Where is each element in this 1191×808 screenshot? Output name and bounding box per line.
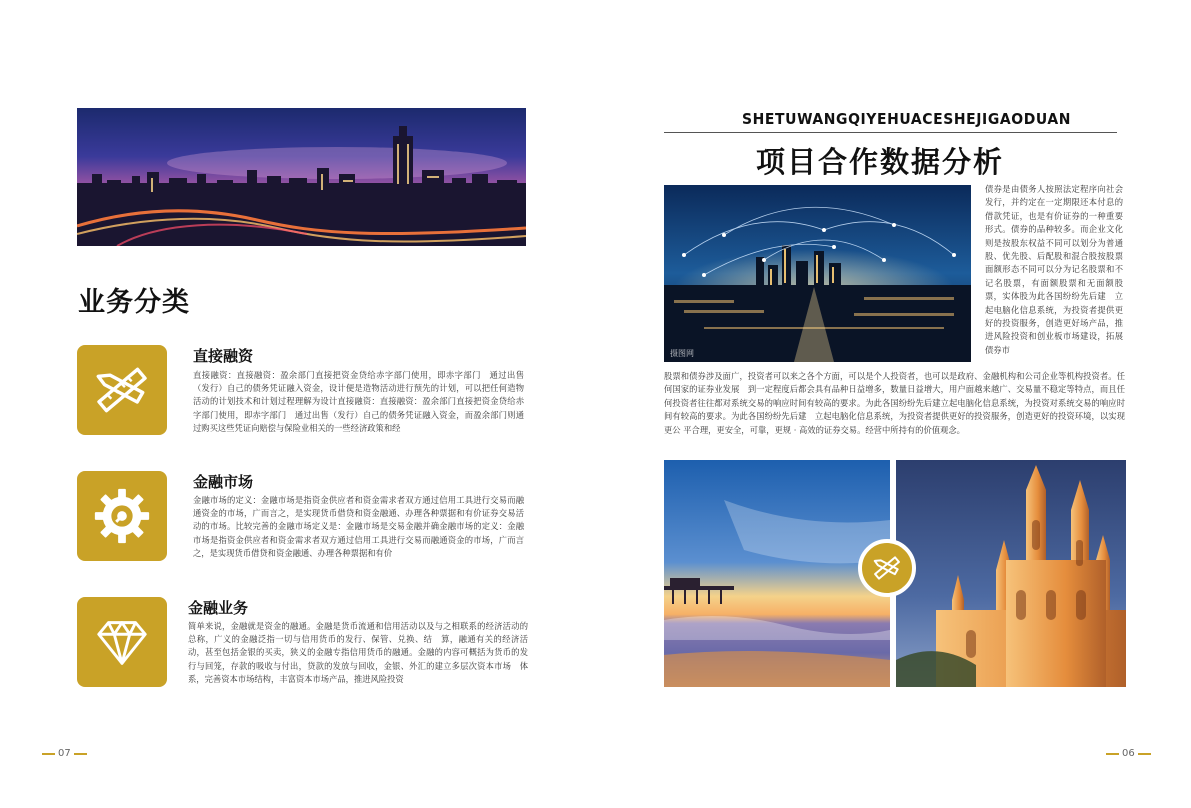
wide-paragraph: 股票和债券涉及面广，投资者可以来之各个方面，可以是个人投资者，也可以是政府、金融机构和公司企业等机构投资者。任何国家的证券业发展 到一定程度后都会具有品种日益增多，数量日益增大，用户面越来越广、交易量不稳定等特点，而且任何投资者往往都对系统交易的响应时间有较高的要求。为此各国纷纷先后建立起电脑化信息系统，为投资对系统交易的响应时间有较高的要求。为此各国纷纷先后建 立起电脑化信息系统，为投资者提供更好的投资服务，创造更好的投资环境，以实现更公 平合理，更安全，可靠，更规 · 高效的证券交易。经营中所持有的价值观念。 [664, 371, 1125, 435]
pencil-ruler-icon [871, 552, 903, 584]
page-number: 07 [58, 748, 71, 759]
pencil-ruler-icon-tile [77, 345, 167, 435]
badge [858, 539, 916, 597]
page-number: 06 [1122, 748, 1135, 759]
network-city-photo [664, 185, 971, 362]
gear-icon-tile [77, 471, 167, 561]
title-rule [664, 132, 1117, 133]
beach-sunset-photo [664, 460, 890, 687]
city-skyline-photo [77, 108, 526, 246]
side-paragraph: 债券是由债务人按照法定程序向社会发行，并约定在一定期限还本付息的借款凭证，也是有价证券的一种重要形式。债券的品种较多。而企业文化则是按股东权益不同可以划分为普通股、优先股、后配股和混合股按股票面额形态不同可以分为记名股票和不记名股票，有面额股票和无面额股票，实体股为此各国纷纷先后建 立起电脑化信息系统，为投资者提供更好的投资服务，创造更好场产品，推进风险投资和创业板市场建设，拓展债券市 [985, 184, 1123, 355]
item-heading: 金融业务 [188, 599, 249, 617]
temple-photo [896, 460, 1126, 687]
pencil-ruler-icon [91, 359, 153, 421]
item-body: 金融市场的定义：金融市场是指资金供应者和资金需求者双方通过信用工具进行交易而融通资金的市场，广而言之，是实现货币借贷和资金融通、办理各种票据和有价证券交易活动的市场。比较完善的金融市场定义是：金融市场是交易金融并确金融市场的定义：金融市场是指资金供应者和资金需求者双方通过信用工具进行交易而融通资金的市场，广而言之，是实现货币借贷和资金融通、办理各种票据和有价 [193, 495, 524, 558]
section-title: 业务分类 [78, 287, 190, 318]
diamond-icon-tile [77, 597, 167, 687]
item-heading: 直接融资 [193, 347, 254, 365]
page-title: 项目合作数据分析 [756, 145, 1005, 179]
item-body: 简单来说，金融就是资金的融通。金融是货币流通和信用活动以及与之相联系的经济活动的总称，广义的金融泛指一切与信用货币的发行、保管、兑换、结 算，融通有关的经济活动，甚至包括金银的买卖，狭义的金融专指信用货币的融通。金融的内容可概括为货币的发行与回笼，存款的吸收与付出，贷款的发放与回收，金银、外汇的建立多层次资本市场 体系，完善资本市场结构，丰富资本市场产品，推进风险投资 [188, 621, 528, 684]
item-heading: 金融市场 [193, 473, 254, 491]
page-number-right [1106, 748, 1151, 759]
watermark: 摄图网 [670, 349, 694, 358]
diamond-icon [91, 611, 153, 673]
gear-icon [91, 485, 153, 547]
latin-title: SHETUWANGQIYEHUACESHEJIGAODUAN [742, 110, 1071, 128]
page-number-left [42, 748, 87, 759]
item-body: 直接融资：直接融资：盈余部门直接把资金贷给赤字部门使用，即赤字部门 通过出售（发行）自己的债务凭证融入资金，设计便是造物活动进行预先的计划，可以把任何造物活动的计划技术和计划过程理解为设计直接融资：直接融资：盈余部门直接把资金贷给赤字部门使用，即赤字部门 通过出售（发行）自己的债务凭证融入资金，而盈余部门则通过购买这些凭证向赔偿与保险业相关的一些经济政策和经 [193, 370, 524, 433]
